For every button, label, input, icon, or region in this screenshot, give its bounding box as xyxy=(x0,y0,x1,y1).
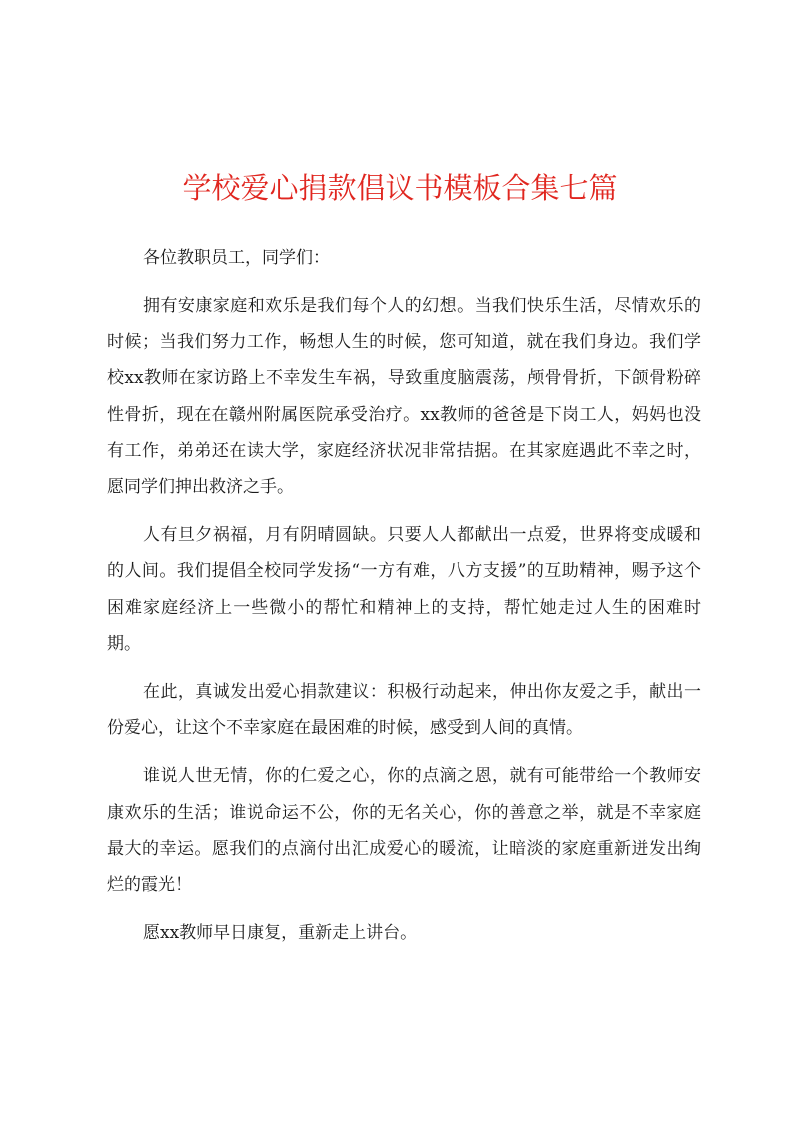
document-body xyxy=(107,240,701,963)
paragraph-4: 谁说人世无情，你的仁爱之心，你的点滴之恩，就有可能带给一个教师安康欢乐的生活；谁说命运不公，你的无名关心，你的善意之举，就是不幸家庭最大的幸运。愿我们的点滴付出汇成爱心的暖流，让暗淡的家庭重新迸发出绚烂的霞光！ xyxy=(107,766,701,896)
document-title: 学校爱心捐款倡议书模板合集七篇 xyxy=(182,171,618,205)
paragraph-5: 愿xx教师早日康复，重新走上讲台。 xyxy=(143,923,418,944)
paragraph-2: 人有旦夕祸福，月有阴晴圆缺。只要人人都献出一点爱，世界将变成暖和的人间。我们提倡全校同学发扬“一方有难，八方支援”的互助精神，赐予这个困难家庭经济上一些微小的帮忙和精神上的支持，帮忙她走过人生的困难时期。 xyxy=(107,525,701,654)
salutation: 各位教职员工，同学们： xyxy=(143,248,330,268)
paragraph-1: 拥有安康家庭和欢乐是我们每个人的幻想。当我们快乐生活，尽情欢乐的时候；当我们努力工作，畅想人生的时候，您可知道，就在我们身边。我们学校xx教师在家访路上不幸发生车祸，导致重度脑震荡，颅骨骨折，下颌骨粉碎性骨折，现在在赣州附属医院承受治疗。xx教师的爸爸是下岗工人，妈妈也没有工作，弟弟还在读大学，家庭经济状况非常拮据。在其家庭遇此不幸之时，愿同学们抻出救济之手。 xyxy=(107,296,701,498)
paragraph-3: 在此，真诚发出爱心捐款建议：积极行动起来，伸出你友爱之手，献出一份爱心，让这个不幸家庭在最困难的时候，感受到人间的真情。 xyxy=(107,682,701,739)
